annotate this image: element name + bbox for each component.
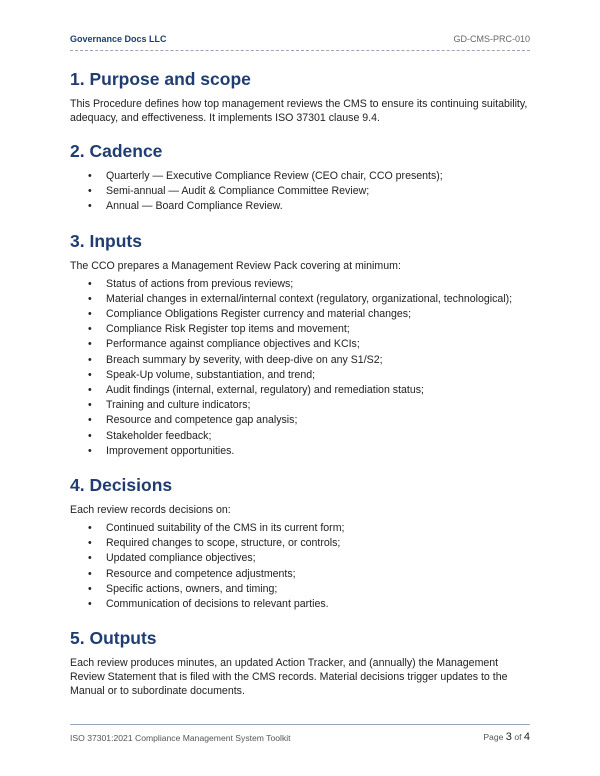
section-intro: Each review records decisions on: (70, 504, 231, 517)
list-item (70, 199, 532, 214)
list-item (70, 444, 532, 459)
section-intro: The CCO prepares a Management Review Pack covering at minimum: (70, 259, 401, 272)
bullet-icon: • (88, 522, 92, 535)
list-item-text: Status of actions from previous reviews; (106, 277, 294, 290)
list-item-text: Compliance Risk Register top items and movement; (106, 323, 350, 336)
page-current: 3 (505, 731, 512, 743)
list-item (70, 322, 532, 337)
bullet-list (70, 521, 532, 612)
company-name: Governance Docs LLC (70, 34, 167, 44)
list-item (70, 582, 532, 597)
list-item (70, 368, 532, 383)
list-item (70, 292, 532, 307)
document-id: GD-CMS-PRC-010 (453, 34, 530, 44)
list-item-text: Material changes in external/internal context (regulatory, organizational, technological); (106, 292, 513, 305)
list-item (70, 383, 532, 398)
list-item-text: Quarterly — Executive Compliance Review (CEO chair, CCO presents); (106, 170, 443, 182)
list-item-text: Resource and competence gap analysis; (106, 414, 298, 427)
section-cadence (70, 140, 532, 215)
bullet-icon: • (88, 368, 92, 381)
bullet-list (70, 277, 532, 459)
section-purpose-scope (70, 68, 532, 125)
list-item (70, 521, 532, 536)
bullet-icon: • (88, 399, 92, 412)
bullet-icon: • (88, 292, 92, 305)
bullet-icon: • (88, 308, 92, 321)
bullet-icon: • (88, 338, 92, 351)
list-item (70, 429, 532, 444)
section-outputs (70, 627, 532, 698)
list-item (70, 184, 532, 199)
bullet-icon: • (88, 353, 92, 366)
list-item-text: Specific actions, owners, and timing; (106, 582, 278, 595)
bullet-icon: • (88, 567, 92, 580)
list-item-text: Improvement opportunities. (106, 444, 235, 457)
bullet-icon: • (88, 384, 92, 397)
section-heading: 5. Outputs (70, 628, 157, 649)
list-item-text: Training and culture indicators; (106, 399, 251, 412)
bullet-icon: • (88, 429, 92, 442)
list-item (70, 551, 532, 566)
bullet-icon: • (88, 552, 92, 565)
bullet-icon: • (88, 444, 92, 457)
list-item (70, 567, 532, 582)
document-body (70, 68, 532, 713)
section-decisions (70, 474, 532, 612)
list-item (70, 597, 532, 612)
list-item (70, 307, 532, 322)
list-item-text: Compliance Obligations Register currency and material changes; (106, 308, 412, 321)
section-inputs (70, 230, 532, 459)
bullet-icon: • (88, 598, 92, 611)
bullet-icon: • (88, 582, 92, 595)
list-item-text: Performance against compliance objectives and KCIs; (106, 338, 360, 351)
list-item-text: Stakeholder feedback; (106, 429, 212, 442)
page-footer (70, 724, 530, 747)
section-heading: 1. Purpose and scope (70, 69, 251, 89)
list-item-text: Semi-annual — Audit & Compliance Committee Review; (106, 185, 370, 198)
bullet-icon: • (88, 323, 92, 336)
bullet-icon: • (88, 277, 92, 290)
list-item (70, 337, 532, 352)
section-paragraph: This Procedure defines how top management reviews the CMS to ensure its continuing suitability, adequacy, and effectiveness. It implements ISO 37301 clause 9.4. (70, 98, 528, 124)
bullet-icon: • (88, 414, 92, 427)
bullet-icon: • (88, 537, 92, 550)
section-heading: 3. Inputs (70, 230, 142, 251)
list-item-text: Audit findings (internal, external, regulatory) and remediation status; (106, 384, 424, 397)
list-item-text: Annual — Board Compliance Review. (106, 200, 283, 213)
list-item-text: Updated compliance objectives; (106, 552, 256, 565)
list-item-text: Speak-Up volume, substantiation, and trend; (106, 368, 316, 381)
list-item-text: Communication of decisions to relevant parties. (106, 598, 329, 611)
page-header (70, 34, 530, 51)
list-item (70, 277, 532, 292)
list-item (70, 413, 532, 428)
section-heading: 4. Decisions (70, 475, 173, 496)
bullet-list (70, 169, 532, 215)
bullet-icon: • (88, 200, 92, 213)
page-of: of (514, 732, 522, 742)
list-item (70, 169, 532, 184)
page-word: Page (483, 732, 504, 742)
list-item-text: Breach summary by severity, with deep-dive on any S1/S2; (106, 353, 383, 366)
list-item (70, 398, 532, 413)
toolkit-name: ISO 37301:2021 Compliance Management System Toolkit (70, 733, 291, 743)
page-number (483, 731, 530, 743)
list-item (70, 353, 532, 368)
list-item-text: Resource and competence adjustments; (106, 567, 296, 580)
bullet-icon: • (88, 170, 92, 182)
bullet-icon: • (88, 185, 92, 198)
page-total: 4 (523, 731, 530, 743)
section-paragraph: Each review produces minutes, an updated Action Tracker, and (annually) the Management Review Statement that is filed with the CMS records. Material decisions trigger updates to the Manual or to subordinate documents. (70, 657, 508, 698)
list-item-text: Continued suitability of the CMS in its current form; (106, 522, 345, 535)
list-item (70, 536, 532, 551)
list-item-text: Required changes to scope, structure, or controls; (106, 537, 341, 550)
section-heading: 2. Cadence (70, 141, 163, 161)
